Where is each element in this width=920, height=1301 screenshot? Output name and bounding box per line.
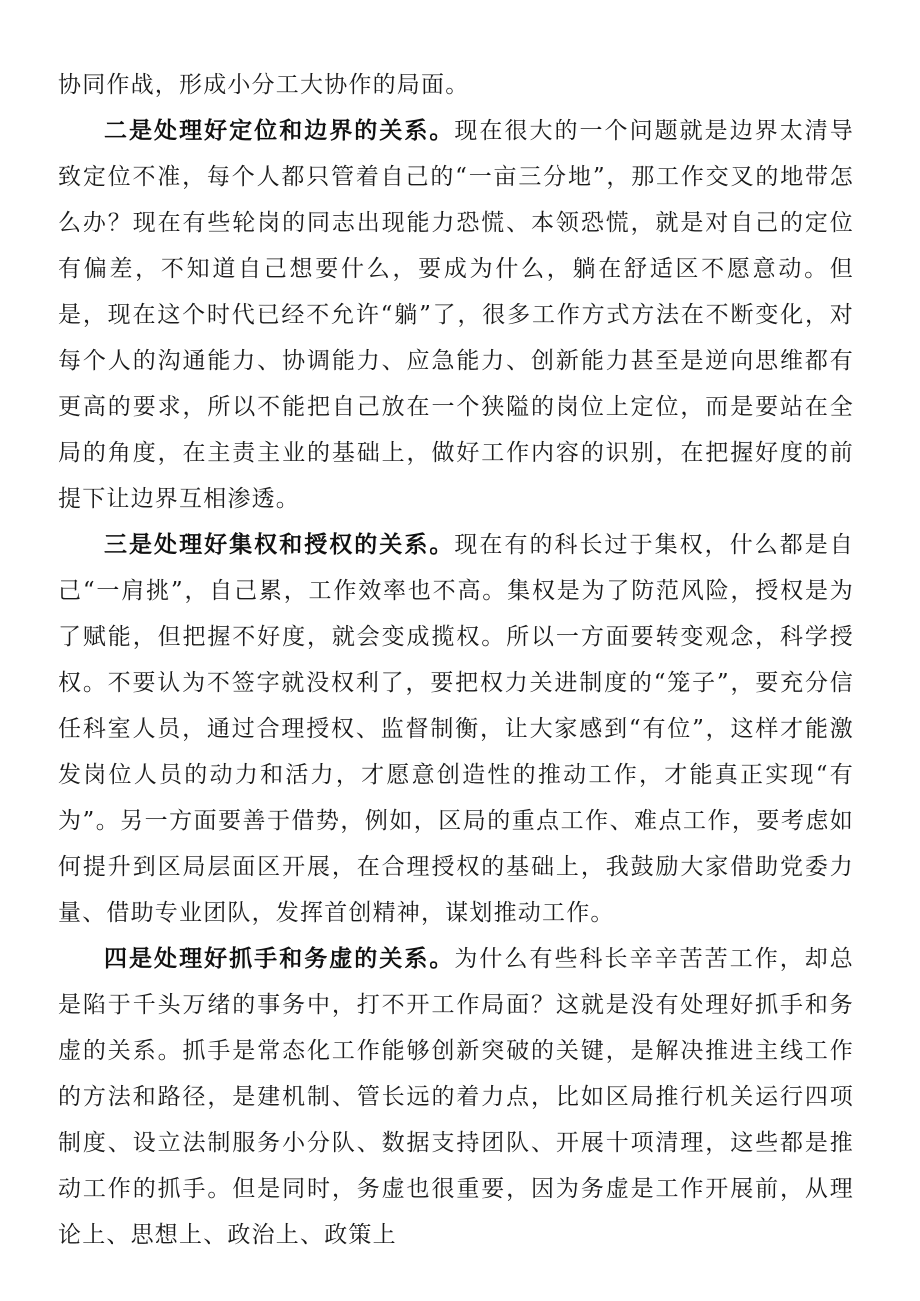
paragraph-positioning-boundary [58, 108, 854, 522]
paragraph-levers-theory [58, 936, 854, 1258]
paragraph-text: 现在有的科长过于集权，什么都是自己“一肩挑”，自己累，工作效率也不高。集权是为了防范风险，授权是为了赋能，但把握不好度，就会变成揽权。所以一方面要转变观念，科学授权。不要认为不签字就没权利了，要把权力关进制度的“笼子”，要充分信任科室人员，通过合理授权、监督制衡，让大家感到“有位”，这样才能激发岗位人员的动力和活力，才愿意创造性的推动工作，才能真正实现“有为”。另一方面要善于借势，例如，区局的重点工作、难点工作，要考虑如何提升到区局层面区开展，在合理授权的基础上，我鼓励大家借助党委力量、借助专业团队，发挥首创精神，谋划推动工作。 [58, 532, 854, 926]
paragraph-heading: 二是处理好定位和边界的关系。 [104, 118, 455, 144]
paragraph-heading: 三是处理好集权和授权的关系。 [104, 532, 455, 558]
paragraph-text: 为什么有些科长辛辛苦苦工作，却总是陷于千头万绪的事务中，打不开工作局面？这就是没有处理好抓手和务虚的关系。抓手是常态化工作能够创新突破的关键，是解决推进主线工作的方法和路径，是建机制、管长远的着力点，比如区局推行机关运行四项制度、设立法制服务小分队、数据支持团队、开展十项清理，这些都是推动工作的抓手。但是同时，务虚也很重要，因为务虚是工作开展前，从理论上、思想上、政治上、政策上 [58, 946, 854, 1248]
paragraph-heading: 四是处理好抓手和务虚的关系。 [104, 946, 455, 972]
paragraph-text: 协同作战，形成小分工大协作的局面。 [58, 72, 470, 98]
paragraph-centralization-delegation [58, 522, 854, 936]
paragraph-continuation [58, 62, 854, 108]
paragraph-text: 现在很大的一个问题就是边界太清导致定位不准，每个人都只管着自己的“一亩三分地”，那工作交叉的地带怎么办？现在有些轮岗的同志出现能力恐慌、本领恐慌，就是对自己的定位有偏差，不知道自己想要什么，要成为什么，躺在舒适区不愿意动。但是，现在这个时代已经不允许“躺”了，很多工作方式方法在不断变化，对每个人的沟通能力、协调能力、应急能力、创新能力甚至是逆向思维都有更高的要求，所以不能把自己放在一个狭隘的岗位上定位，而是要站在全局的角度，在主责主业的基础上，做好工作内容的识别，在把握好度的前提下让边界互相渗透。 [58, 118, 854, 512]
document-body [58, 62, 854, 1258]
